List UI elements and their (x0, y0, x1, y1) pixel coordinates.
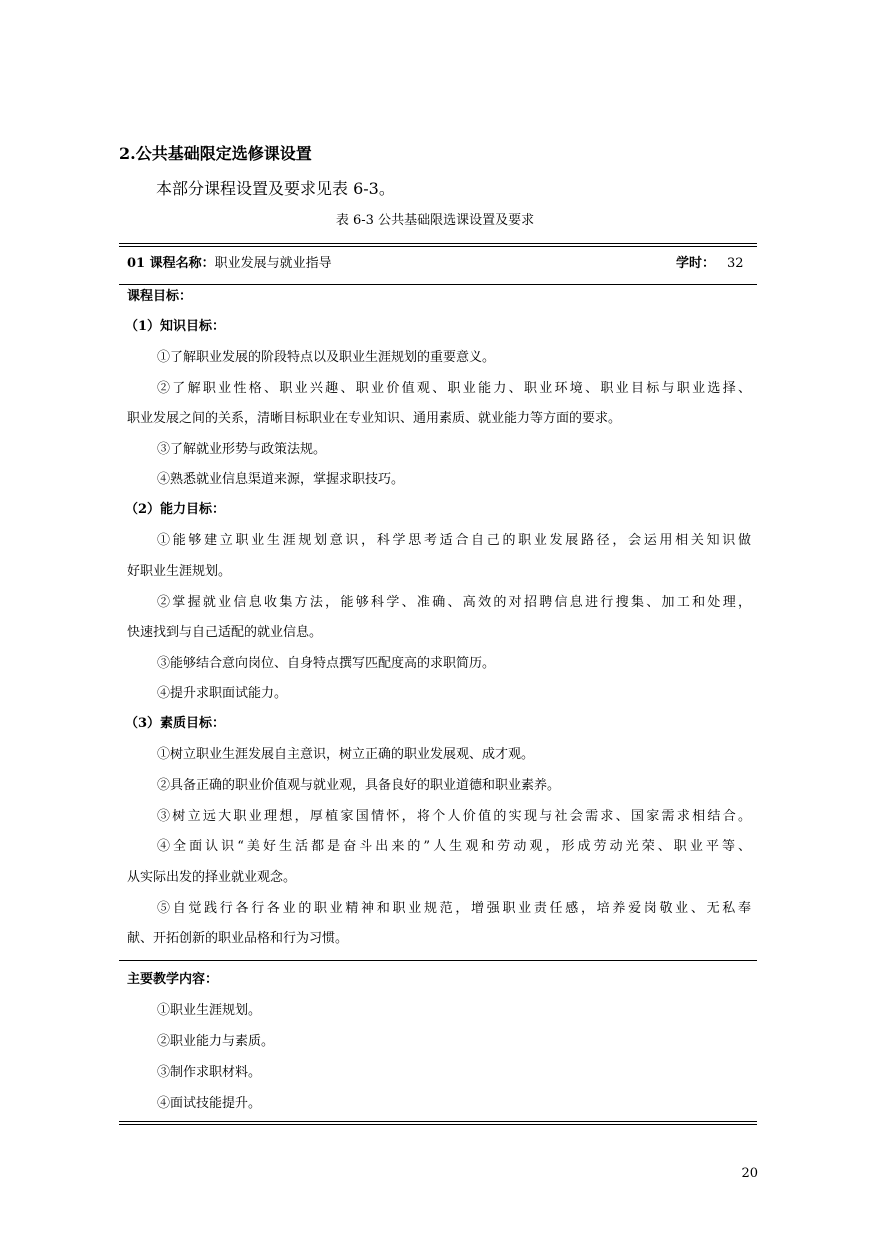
content-line: ④面试技能提升。 (157, 1096, 262, 1111)
row-divider (119, 960, 757, 961)
table-top-rule-inner (119, 246, 757, 247)
knowledge-line: ①了解职业发展的阶段特点以及职业生涯规划的重要意义。 (157, 350, 496, 365)
ability-line: 好职业生涯规划。 (127, 564, 232, 579)
course-name-label: 01 课程名称： (127, 256, 215, 271)
ability-line: ①能够建立职业生涯规划意识，科学思考适合自己的职业发展路径，会运用相关知识做 (157, 533, 751, 548)
knowledge-line: ②了解职业性格、职业兴趣、职业价值观、职业能力、职业环境、职业目标与职业选择、 (157, 381, 751, 396)
knowledge-line: ④熟悉就业信息渠道来源，掌握求职技巧。 (157, 472, 405, 487)
quality-line: ③树立远大职业理想，厚植家国情怀，将个人价值的实现与社会需求、国家需求相结合。 (157, 809, 751, 824)
knowledge-line: ③了解就业形势与政策法规。 (157, 442, 327, 457)
page-number: 20 (741, 1166, 758, 1181)
table-top-rule (119, 243, 757, 244)
quality-line: ④全面认识“美好生活都是奋斗出来的”人生观和劳动观，形成劳动光荣、职业平等、 (157, 839, 751, 854)
quality-line: 从实际出发的择业就业观念。 (127, 870, 297, 885)
hours-label: 学时： (676, 256, 716, 271)
table-bottom-rule (119, 1124, 757, 1125)
content-line: ③制作求职材料。 (157, 1065, 262, 1080)
ability-line: ③能够结合意向岗位、自身特点撰写匹配度高的求职简历。 (157, 656, 496, 671)
objectives-heading: 课程目标： (127, 289, 193, 304)
content-heading: 主要教学内容： (127, 972, 219, 987)
content-line: ②职业能力与素质。 (157, 1034, 275, 1049)
table-caption: 表 6-3 公共基础限选课设置及要求 (335, 213, 535, 228)
knowledge-title: （1）知识目标： (125, 319, 226, 334)
ability-line: 快速找到与自己适配的就业信息。 (127, 625, 323, 640)
row-divider (119, 284, 757, 285)
course-name: 职业发展与就业指导 (214, 256, 332, 271)
course-hours (676, 253, 744, 275)
hours-value: 32 (727, 256, 744, 271)
section-heading: 2.公共基础限定选修课设置 (119, 144, 312, 163)
ability-line: ②掌握就业信息收集方法，能够科学、准确、高效的对招聘信息进行搜集、加工和处理， (157, 595, 751, 610)
knowledge-line: 职业发展之间的关系，清晰目标职业在专业知识、通用素质、就业能力等方面的要求。 (127, 411, 622, 426)
course-title-row (127, 253, 332, 275)
quality-line: ①树立职业生涯发展自主意识，树立正确的职业发展观、成才观。 (157, 747, 535, 762)
content-line: ①职业生涯规划。 (157, 1003, 262, 1018)
ability-title: （2）能力目标： (125, 502, 226, 517)
table-bottom-rule-inner (119, 1121, 757, 1122)
quality-title: （3）素质目标： (125, 716, 226, 731)
quality-line: ②具备正确的职业价值观与就业观，具备良好的职业道德和职业素养。 (157, 778, 561, 793)
quality-line: 献、开拓创新的职业品格和行为习惯。 (127, 931, 349, 946)
ability-line: ④提升求职面试能力。 (157, 686, 288, 701)
quality-line: ⑤自觉践行各行各业的职业精神和职业规范，增强职业责任感，培养爱岗敬业、无私奉 (157, 901, 751, 916)
section-intro: 本部分课程设置及要求见表 6-3。 (156, 179, 395, 198)
